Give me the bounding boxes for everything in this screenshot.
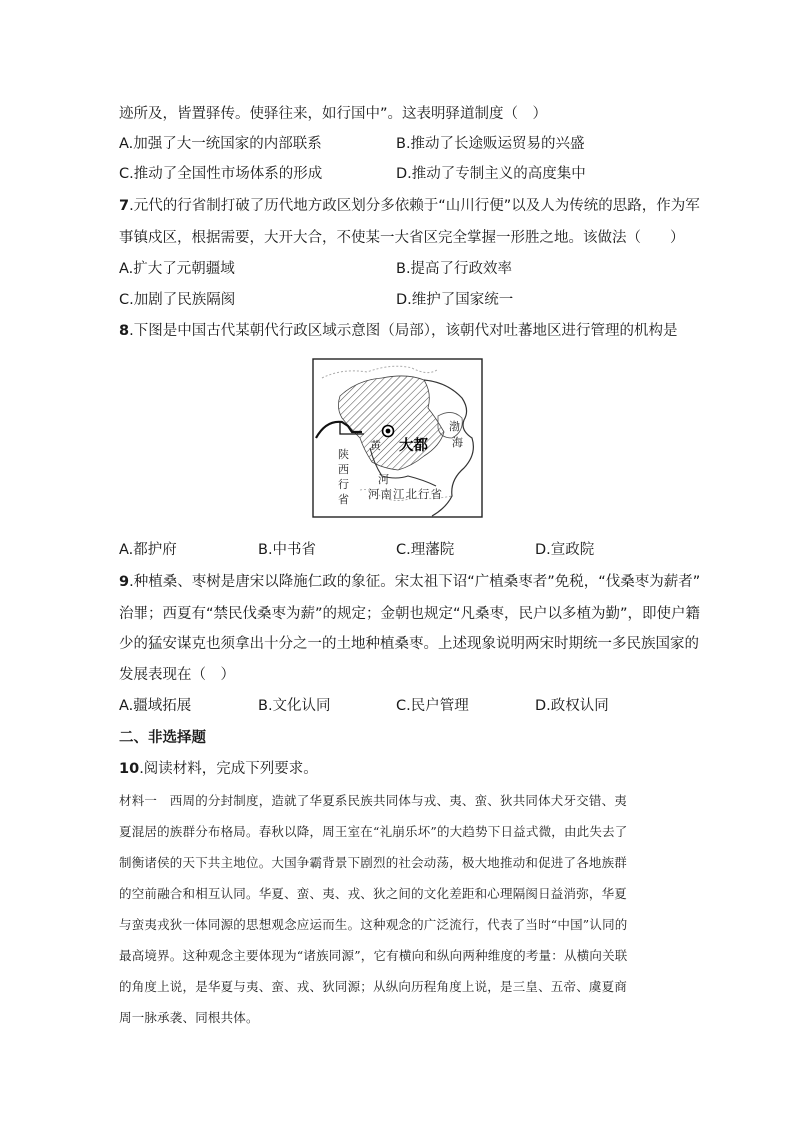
q9-option-c: C.民户管理 — [396, 698, 469, 714]
q9-stem-line2: 治罪；西夏有“禁民伐桑枣为薪”的规定；金朝也规定“凡桑枣，民户以多植为勤”，即使户籍 — [119, 606, 701, 622]
q8-option-b: B.中书省 — [258, 542, 317, 558]
q7-option-c: C.加剧了民族隔阂 — [119, 292, 236, 308]
q10-stem — [119, 759, 318, 779]
material-line: 的空前融合和相互认同。华夏、蛮、夷、戎、狄之间的文化差距和心理隔阂日益消弥，华夏 — [119, 886, 628, 901]
henan-jiangbei-label: 河南江北行省 — [368, 487, 443, 501]
q10-number: 10 — [119, 761, 140, 777]
q7-option-b: B.提高了行政效率 — [396, 261, 513, 277]
q9-text-line1: .种植桑、枣树是唐宋以降施仁政的象征。宋太祖下诏“广植桑枣者”免税，“伐桑枣为薪者” — [129, 574, 701, 590]
q7-stem-line1 — [119, 196, 700, 216]
q9-option-b: B.文化认同 — [258, 698, 331, 714]
shaanxi-label-4: 省 — [338, 493, 349, 506]
q9-option-d: D.政权认同 — [535, 698, 609, 714]
q9-stem-line3: 少的猛安谋克也须拿出十分之一的土地种植桑枣。上述现象说明两宋时期统一多民族国家的 — [119, 636, 699, 652]
q6-option-d: D.推动了专制主义的高度集中 — [396, 166, 586, 182]
q6-option-c: C.推动了全国性市场体系的形成 — [119, 166, 323, 182]
q8-option-d: D.宣政院 — [535, 542, 595, 558]
q8-option-c: C.理藩院 — [396, 542, 455, 558]
q7-text-line1: .元代的行省制打破了历代地方政区划分多依赖于“山川行便”以及人为传统的思路，作为军 — [129, 198, 700, 214]
capital-marker-dot — [386, 429, 391, 434]
q6-option-b: B.推动了长途贩运贸易的兴盛 — [396, 136, 585, 152]
capital-label: 大都 — [399, 438, 428, 454]
q10-text: .阅读材料，完成下列要求。 — [139, 761, 318, 777]
q7-stem-line2: 事镇戍区，根据需要，大开大合，不使某一大省区完全掌握一形胜之地。该做法（ ） — [119, 230, 685, 246]
q7-option-d: D.维护了国家统一 — [396, 292, 514, 308]
river-label-2: 河 — [378, 473, 389, 486]
shaanxi-label-3: 行 — [338, 478, 349, 491]
shaanxi-label-2: 西 — [338, 463, 349, 476]
material-line: 最高境界。这种观念主要体现为“诸族同源”，它有横向和纵向两种维度的考量：从横向关联 — [119, 948, 628, 963]
yuan-admin-map — [312, 358, 483, 518]
section-heading: 二、非选择题 — [119, 730, 206, 746]
material-line: 材料一 西周的分封制度，造就了华夏系民族共同体与戎、夷、蛮、狄共同体犬牙交错、夷 — [119, 793, 628, 808]
material-line: 与蛮夷戎狄一体同源的思想观念应运而生。这种观念的广泛流行，代表了当时“中国”认同的 — [119, 917, 628, 932]
sea-label-1: 渤 — [449, 420, 460, 433]
river-label-1: 黄 — [370, 439, 381, 452]
shaanxi-label-1: 陕 — [338, 448, 349, 461]
q9-number: 9 — [119, 574, 130, 590]
q9-stem-line4: 发展表现在（ ） — [119, 667, 235, 683]
material-line: 制衡诸侯的天下共主地位。大国争霸背景下剧烈的社会动荡，极大地推动和促进了各地族群 — [119, 855, 628, 870]
q8-stem — [119, 321, 677, 341]
q8-text: .下图是中国古代某朝代行政区域示意图（局部），该朝代对吐蕃地区进行管理的机构是 — [129, 323, 678, 339]
q6-stem-tail: 迹所及，皆置驿传。使驿往来，如行国中”。这表明驿道制度（ ） — [119, 106, 548, 122]
q7-number: 7 — [119, 198, 130, 214]
material-line: 周一脉承袭、同根共体。 — [119, 1010, 259, 1025]
q9-stem-line1 — [119, 572, 700, 592]
q7-option-a: A.扩大了元朝疆域 — [119, 261, 235, 277]
q8-option-a: A.都护府 — [119, 542, 177, 558]
q6-option-a: A.加强了大一统国家的内部联系 — [119, 136, 322, 152]
q8-number: 8 — [119, 323, 130, 339]
q9-option-a: A.疆域拓展 — [119, 698, 192, 714]
material-line: 的角度上说，是华夏与夷、蛮、戎、狄同源；从纵向历程角度上说，是三皇、五帝、虞夏商 — [119, 979, 628, 994]
sea-label-2: 海 — [452, 436, 463, 449]
material-line: 夏混居的族群分布格局。春秋以降，周王室在“礼崩乐坏”的大趋势下日益式微，由此失去了 — [119, 824, 628, 839]
